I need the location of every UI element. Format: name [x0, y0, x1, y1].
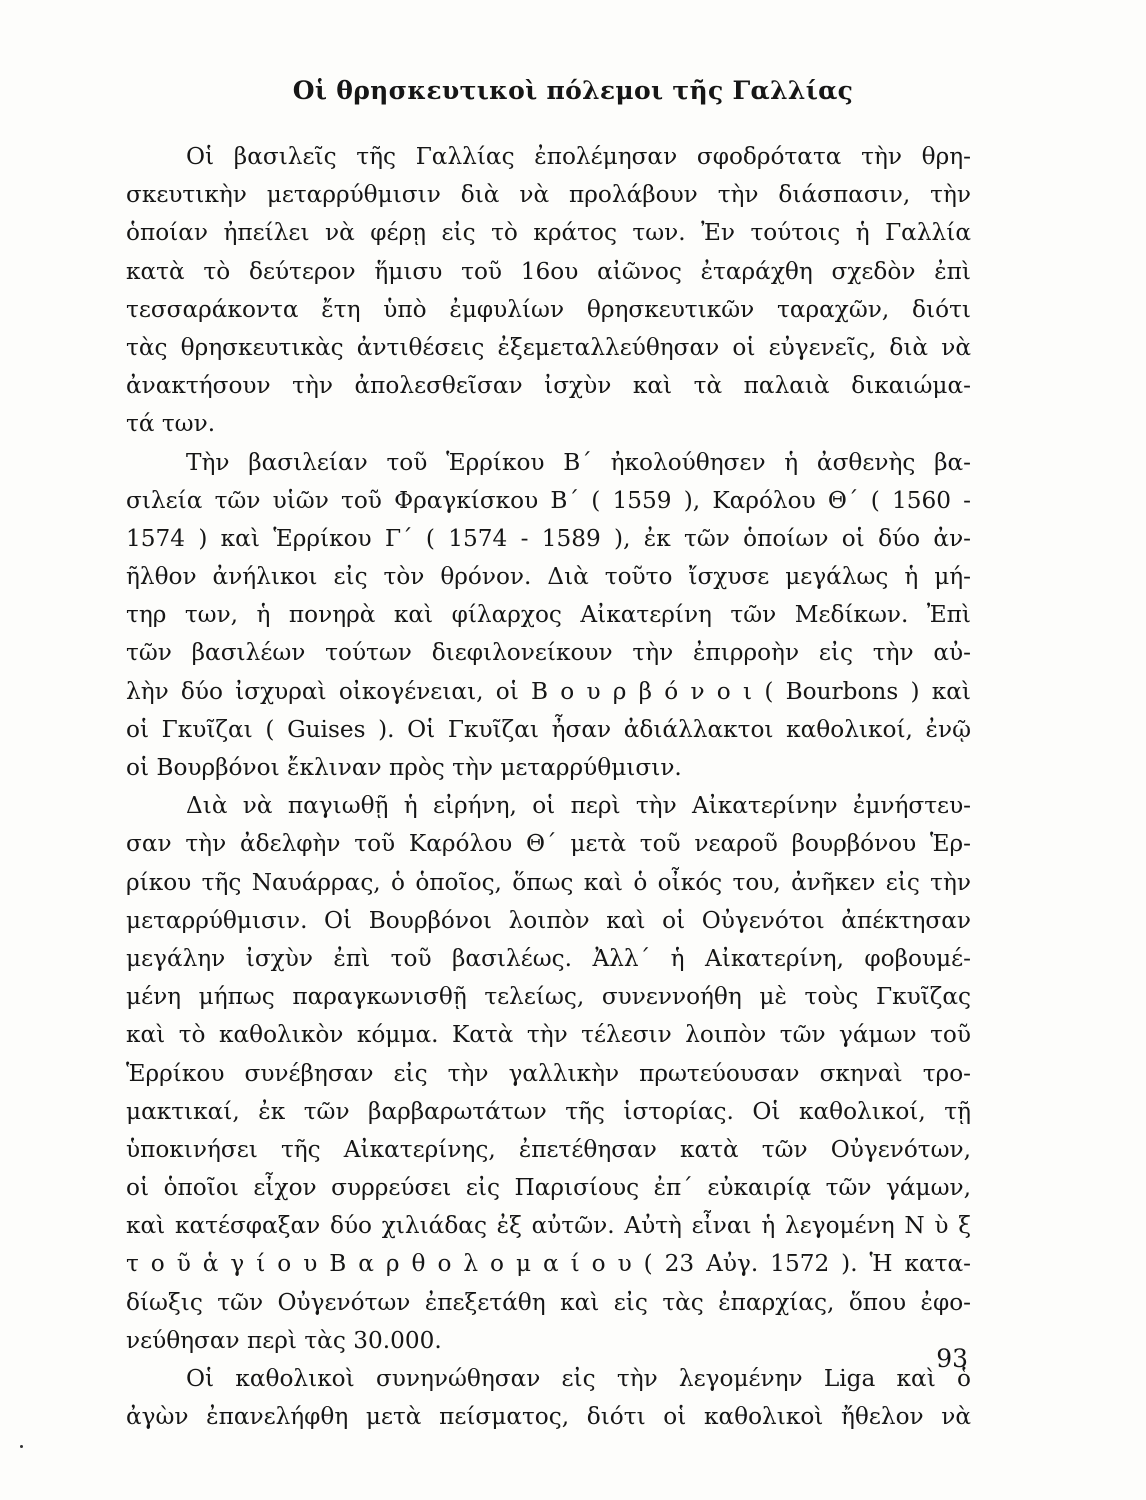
page-title: Οἱ θρησκευτικοὶ πόλεμοι τῆς Γαλλίας	[292, 76, 854, 105]
text-line: σιλεία τῶν υἱῶν τοῦ Φραγκίσκου Β΄ ( 1559 ), Καρόλου Θ΄ ( 1560 -	[126, 486, 971, 514]
text-line: ρίκου τῆς Ναυάρρας, ὁ ὁποῖος, ὅπως καὶ ὁ οἶκός του, ἀνῆκεν εἰς τὴν	[126, 868, 971, 896]
text-line: καὶ κατέσφαξαν δύο χιλιάδας ἐξ αὐτῶν. Αὐτὴ εἶναι ἡ λεγομένη Ν ὺ ξ	[126, 1212, 971, 1240]
text-line: μεγάλην ἰσχὺν ἐπὶ τοῦ βασιλέως. Ἀλλ΄ ἡ Αἰκατερίνη, φοβουμέ-	[126, 944, 971, 972]
text-line: τῶν βασιλέων τούτων διεφιλονείκουν τὴν ἐπιρροὴν εἰς τὴν αὐ-	[126, 639, 971, 667]
text-line: ὁποίαν ἠπείλει νὰ φέρῃ εἰς τὸ κράτος των. Ἐν τούτοις ἡ Γαλλία	[126, 219, 971, 247]
text-line: 1574 ) καὶ Ἑρρίκου Γ΄ ( 1574 - 1589 ), ἐκ τῶν ὁποίων οἱ δύο ἀν-	[126, 524, 971, 552]
text-line: Οἱ καθολικοὶ συνηνώθησαν εἰς τὴν λεγομένην Liga καὶ ὁ	[186, 1365, 971, 1392]
text-line: μακτικαί, ἐκ τῶν βαρβαρωτάτων τῆς ἱστορίας. Οἱ καθολικοί, τῇ	[126, 1097, 971, 1125]
scan-speck	[20, 1445, 23, 1448]
text-line: ὑποκινήσει τῆς Αἰκατερίνης, ἐπετέθησαν κατὰ τῶν Οὐγενότων,	[126, 1135, 971, 1163]
text-line: σκευτικὴν μεταρρύθμισιν διὰ νὰ προλάβουν τὴν διάσπασιν, τὴν	[126, 181, 971, 209]
page-number: 93	[936, 1344, 968, 1373]
text-line: οἱ Γκυῖζαι ( Guises ). Οἱ Γκυῖζαι ἦσαν ἀδιάλλακτοι καθολικοί, ἐνῷ	[126, 715, 971, 743]
text-line: Ἑρρίκου συνέβησαν εἰς τὴν γαλλικὴν πρωτεύουσαν σκηναὶ τρο-	[126, 1059, 971, 1087]
text-line: δίωξις τῶν Οὐγενότων ἐπεξετάθη καὶ εἰς τὰς ἐπαρχίας, ὅπου ἐφο-	[126, 1288, 971, 1316]
text-line: καὶ τὸ καθολικὸν κόμμα. Κατὰ τὴν τέλεσιν λοιπὸν τῶν γάμων τοῦ	[126, 1021, 971, 1049]
text-line: τὰς θρησκευτικὰς ἀντιθέσεις ἐξεμεταλλεύθησαν οἱ εὐγενεῖς, διὰ νὰ	[126, 333, 971, 361]
text-line: λὴν δύο ἰσχυραὶ οἰκογένειαι, οἱ Β ο υ ρ β ό ν ο ι ( Bourbons ) καὶ	[126, 677, 971, 705]
text-line: μεταρρύθμισιν. Οἱ Βουρβόνοι λοιπὸν καὶ οἱ Οὐγενότοι ἀπέκτησαν	[126, 906, 971, 934]
text-line: Τὴν βασιλείαν τοῦ Ἑρρίκου Β΄ ἠκολούθησεν ἡ ἀσθενὴς βα-	[186, 448, 971, 476]
body-text	[126, 138, 971, 1436]
text-line: ἀγὼν ἐπανελήφθη μετὰ πείσματος, διότι οἱ καθολικοὶ ἤθελον νὰ	[126, 1403, 971, 1431]
text-line: τηρ των, ἡ πονηρὰ καὶ φίλαρχος Αἰκατερίνη τῶν Μεδίκων. Ἐπὶ	[126, 601, 971, 629]
text-line: νεύθησαν περὶ τὰς 30.000.	[126, 1326, 442, 1354]
text-line: ἀνακτήσουν τὴν ἀπολεσθεῖσαν ἰσχὺν καὶ τὰ παλαιὰ δικαιώμα-	[126, 372, 971, 400]
text-line: Οἱ βασιλεῖς τῆς Γαλλίας ἐπολέμησαν σφοδρότατα τὴν θρη-	[186, 143, 971, 170]
text-line: τά των.	[126, 410, 216, 438]
text-line: σαν τὴν ἀδελφὴν τοῦ Καρόλου Θ΄ μετὰ τοῦ νεαροῦ βουρβόνου Ἑρ-	[126, 830, 971, 858]
text-line: τεσσαράκοντα ἔτη ὑπὸ ἐμφυλίων θρησκευτικῶν ταραχῶν, διότι	[126, 295, 971, 323]
text-line: τ ο ῦ ἁ γ ί ο υ Β α ρ θ ο λ ο μ α ί ο υ ( 23 Αὐγ. 1572 ). Ἡ κατα-	[126, 1250, 971, 1278]
text-line: μένη μήπως παραγκωνισθῇ τελείως, συνεννοήθη μὲ τοὺς Γκυῖζας	[126, 983, 971, 1011]
text-line: οἱ Βουρβόνοι ἔκλιναν πρὸς τὴν μεταρρύθμισιν.	[126, 754, 682, 781]
text-line: οἱ ὁποῖοι εἶχον συρρεύσει εἰς Παρισίους ἐπ΄ εὐκαιρίᾳ τῶν γάμων,	[126, 1174, 971, 1202]
text-line: ῆλθον ἀνήλικοι εἰς τὸν θρόνον. Διὰ τοῦτο ἴσχυσε μεγάλως ἡ μή-	[126, 563, 971, 591]
text-line: Διὰ νὰ παγιωθῇ ἡ εἰρήνη, οἱ περὶ τὴν Αἰκατερίνην ἐμνήστευ-	[186, 792, 971, 820]
text-line: κατὰ τὸ δεύτερον ἥμισυ τοῦ 16ου αἰῶνος ἐταράχθη σχεδὸν ἐπὶ	[126, 257, 971, 285]
